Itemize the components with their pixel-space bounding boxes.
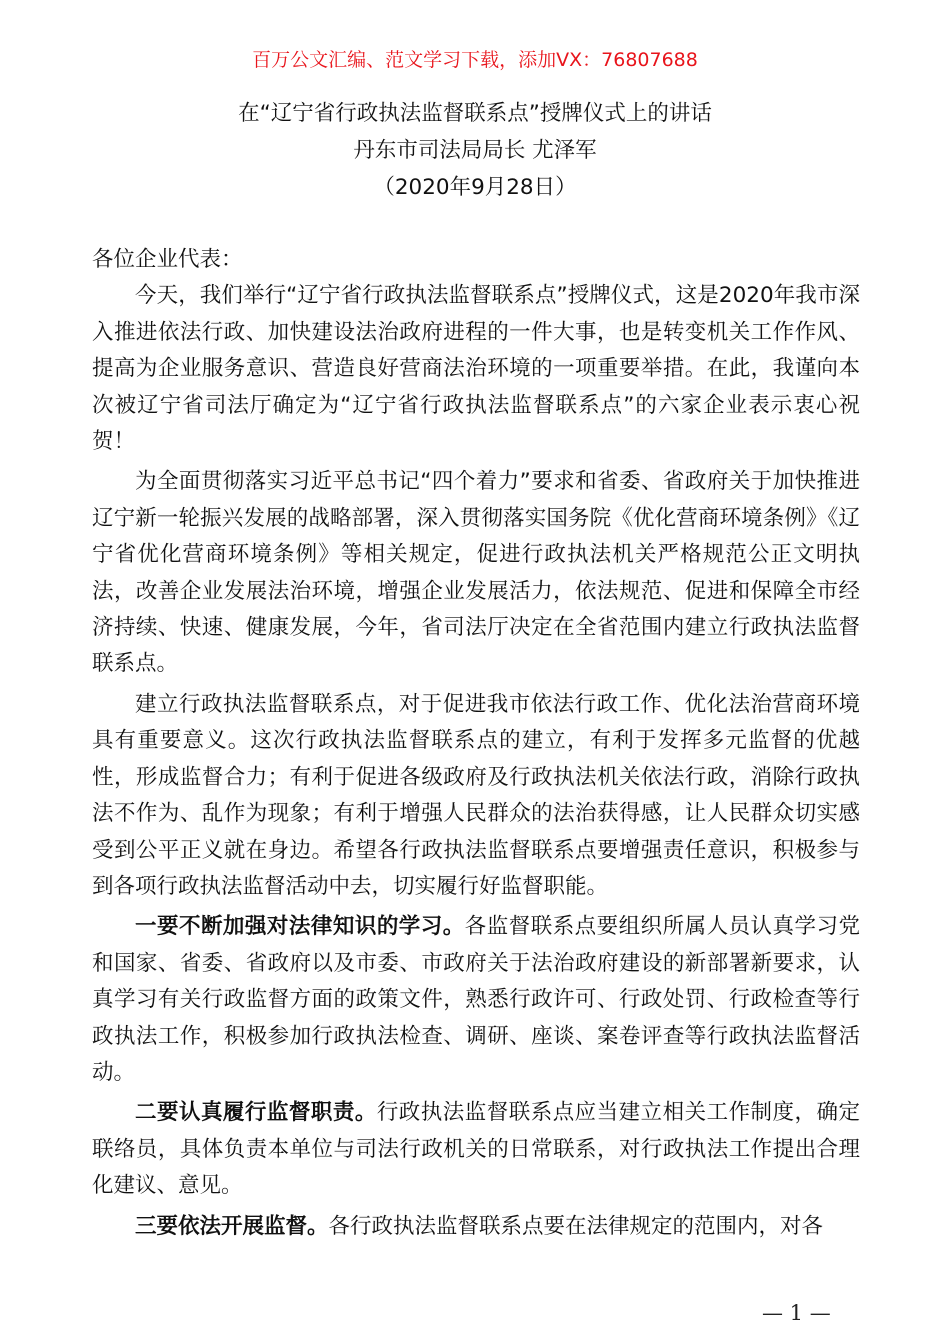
- paragraph-requirement-2: [92, 1095, 860, 1204]
- document-body: [92, 242, 860, 1245]
- requirement-3-body: 各行政执法监督联系点要在法律规定的范围内，对各: [328, 1213, 824, 1239]
- requirement-1-heading: 一要不断加强对法律知识的学习。: [135, 914, 465, 940]
- requirement-3-heading: 三要依法开展监督。: [135, 1213, 329, 1239]
- document-date: （2020年9月28日）: [373, 175, 577, 200]
- requirement-2-body: 行政执法监督联系点应当建立相关工作制度，确定联络员，具体负责本单位与司法行政机关的日常联系，对行政执法工作提出合理化建议、意见。: [92, 1100, 860, 1199]
- paragraph-requirement-3: [92, 1209, 860, 1245]
- paragraph-requirement-1: [92, 909, 860, 1091]
- requirement-1-body: 各监督联系点要组织所属人员认真学习党和国家、省委、省政府以及市委、市政府关于法治政府建设的新部署新要求，认真学习有关行政监督方面的政策文件，熟悉行政许可、行政处罚、行政检查等行政执法工作，积极参加行政执法检查、调研、座谈、案卷评查等行政执法监督活动。: [92, 914, 860, 1085]
- document-title: 在“辽宁省行政执法监督联系点”授牌仪式上的讲话: [238, 101, 712, 126]
- requirement-2-heading: 二要认真履行监督职责。: [135, 1100, 377, 1126]
- document-author: 丹东市司法局局长 尤泽军: [353, 138, 597, 163]
- paragraph-background: 为全面贯彻落实习近平总书记“四个着力”要求和省委、省政府关于加快推进辽宁新一轮振兴发展的战略部署，深入贯彻落实国务院《优化营商环境条例》《辽宁省优化营商环境条例》等相关规定，促进行政执法机关严格规范公正文明执法，改善企业发展法治环境，增强企业发展活力，依法规范、促进和保障全市经济持续、快速、健康发展，今年，省司法厅决定在全省范围内建立行政执法监督联系点。: [92, 469, 860, 677]
- page-number: — 1 —: [762, 1301, 831, 1325]
- salutation: 各位企业代表：: [92, 247, 243, 272]
- paragraph-significance: 建立行政执法监督联系点，对于促进我市依法行政工作、优化法治营商环境具有重要意义。这次行政执法监督联系点的建立，有利于发挥多元监督的优越性，形成监督合力；有利于促进各级政府及行政执法机关依法行政，消除行政执法不作为、乱作为现象；有利于增强人民群众的法治获得感，让人民群众切实感受到公平正义就在身边。希望各行政执法监督联系点要增强责任意识，积极参与到各项行政执法监督活动中去，切实履行好监督职能。: [92, 691, 860, 899]
- document-header: [0, 95, 950, 206]
- download-banner: 百万公文汇编、范文学习下载，添加VX：76807688: [252, 49, 698, 71]
- paragraph-opening: 今天，我们举行“辽宁省行政执法监督联系点”授牌仪式，这是2020年我市深入推进依法行政、加快建设法治政府进程的一件大事，也是转变机关工作作风、提高为企业服务意识、营造良好营商法治环境的一项重要举措。在此，我谨向本次被辽宁省司法厅确定为“辽宁省行政执法监督联系点”的六家企业表示衷心祝贺！: [92, 283, 860, 455]
